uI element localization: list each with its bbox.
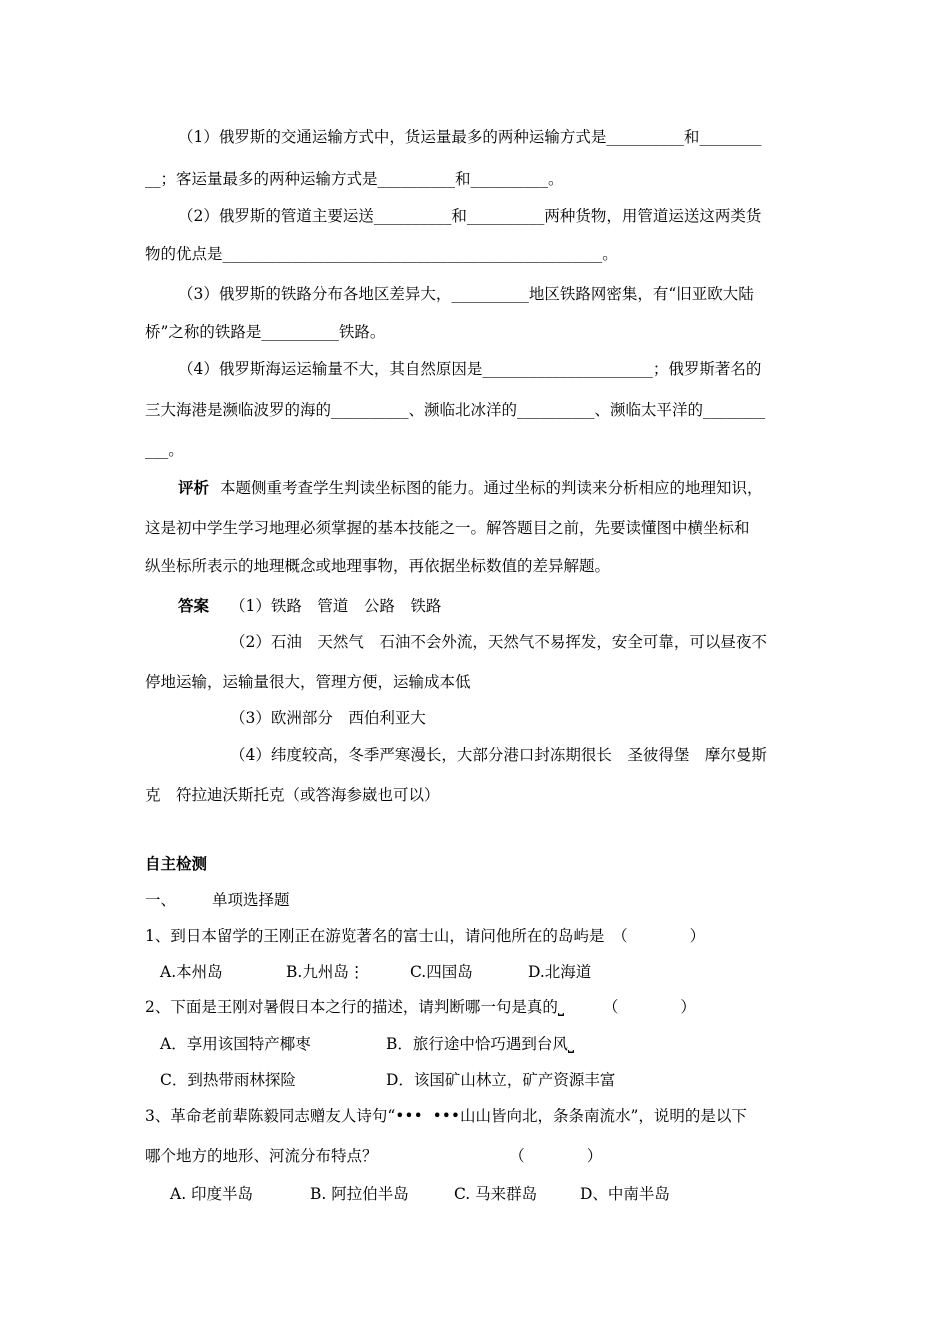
analysis-line-3: 纵坐标所表示的地理概念或地理事物，再依据坐标数值的差异解题。 xyxy=(145,557,611,575)
question-1-line-2: __；客运量最多的两种运输方式是__________和__________。 xyxy=(145,170,564,188)
answer-1: （1）铁路 管道 公路 铁路 xyxy=(230,597,442,615)
mc-question-3-option-a: A. 印度半岛 xyxy=(170,1185,254,1203)
mc-question-2-option-c: C．到热带雨林探险 xyxy=(160,1071,296,1089)
self-test-heading: 自主检测 xyxy=(145,855,208,873)
mc-question-3-option-c: C. 马来群岛 xyxy=(454,1185,538,1203)
mc-question-1-option-b: B.九州岛⋮ xyxy=(286,963,365,981)
mc-question-1: 1、到日本留学的王刚正在游览著名的富士山，请问他所在的岛屿是 （ ） xyxy=(145,927,706,945)
analysis-line-1: 本题侧重考查学生判读坐标图的能力。通过坐标的判读来分析相应的地理知识， xyxy=(220,479,763,497)
mc-question-3-line-2: 哪个地方的地形、河流分布特点？ （ ） xyxy=(145,1147,603,1165)
question-4-line-1: （4）俄罗斯海运运输量不大，其自然原因是______________________；俄罗斯著名的 xyxy=(178,360,762,378)
mc-question-1-option-d: D.北海道 xyxy=(528,963,592,981)
question-1-line-1: （1）俄罗斯的交通运输方式中，货运量最多的两种运输方式是__________和________ xyxy=(178,128,762,146)
question-4-line-3: ___。 xyxy=(145,441,184,459)
question-3-line-2: 桥”之称的铁路是__________铁路。 xyxy=(145,323,386,341)
question-2-line-1: （2）俄罗斯的管道主要运送__________和__________两种货物，用管道运送这两类货 xyxy=(178,207,762,225)
section-number: 一、 xyxy=(145,891,177,909)
question-2-line-2: 物的优点是_________________________________________________。 xyxy=(145,245,618,263)
analysis-line-2: 这是初中学生学习地理必须掌握的基本技能之一。解答题目之前，先要读懂图中横坐标和 xyxy=(145,519,750,537)
answer-3: （3）欧洲部分 西伯利亚大 xyxy=(230,709,426,727)
mc-question-2-option-b: B．旅行途中恰巧遇到台风⎵ xyxy=(386,1035,575,1053)
answer-2-line-1: （2）石油 天然气 石油不会外流，天然气不易挥发，安全可靠，可以昼夜不 xyxy=(230,633,767,651)
mc-question-3-option-b: B. 阿拉伯半岛 xyxy=(310,1185,409,1203)
analysis-label: 评析 xyxy=(178,479,210,497)
question-4-line-2: 三大海港是濒临波罗的海的__________、濒临北冰洋的__________、濒临太平洋的________ xyxy=(145,401,766,419)
mc-question-1-option-c: C.四国岛 xyxy=(410,963,473,981)
answer-label: 答案 xyxy=(178,597,210,615)
question-3-line-1: （3）俄罗斯的铁路分布各地区差异大，__________地区铁路网密集，有“旧亚欧大陆 xyxy=(178,285,754,303)
mc-question-3-line-1: 3、革命老前辈陈毅同志赠友人诗句“••• •••山山皆向北，条条南流水”，说明的是以下 xyxy=(145,1107,747,1125)
answer-2-line-2: 停地运输，运输量很大，管理方便，运输成本低 xyxy=(145,673,471,691)
mc-question-2-option-a: A．享用该国特产椰枣 xyxy=(160,1035,311,1053)
mc-question-1-option-a: A.本州岛 xyxy=(160,963,223,981)
mc-question-3-option-d: D、中南半岛 xyxy=(580,1185,670,1203)
section-title: 单项选择题 xyxy=(212,891,290,909)
mc-question-2-option-d: D．该国矿山林立，矿产资源丰富 xyxy=(386,1071,616,1089)
answer-4-line-2: 克 符拉迪沃斯托克（或答海参崴也可以） xyxy=(145,786,440,804)
mc-question-2: 2、下面是王刚对暑假日本之行的描述，请判断哪一句是真的⎵ （ ） xyxy=(145,998,696,1016)
answer-4-line-1: （4）纬度较高，冬季严寒漫长，大部分港口封冻期很长 圣彼得堡 摩尔曼斯 xyxy=(230,746,767,764)
